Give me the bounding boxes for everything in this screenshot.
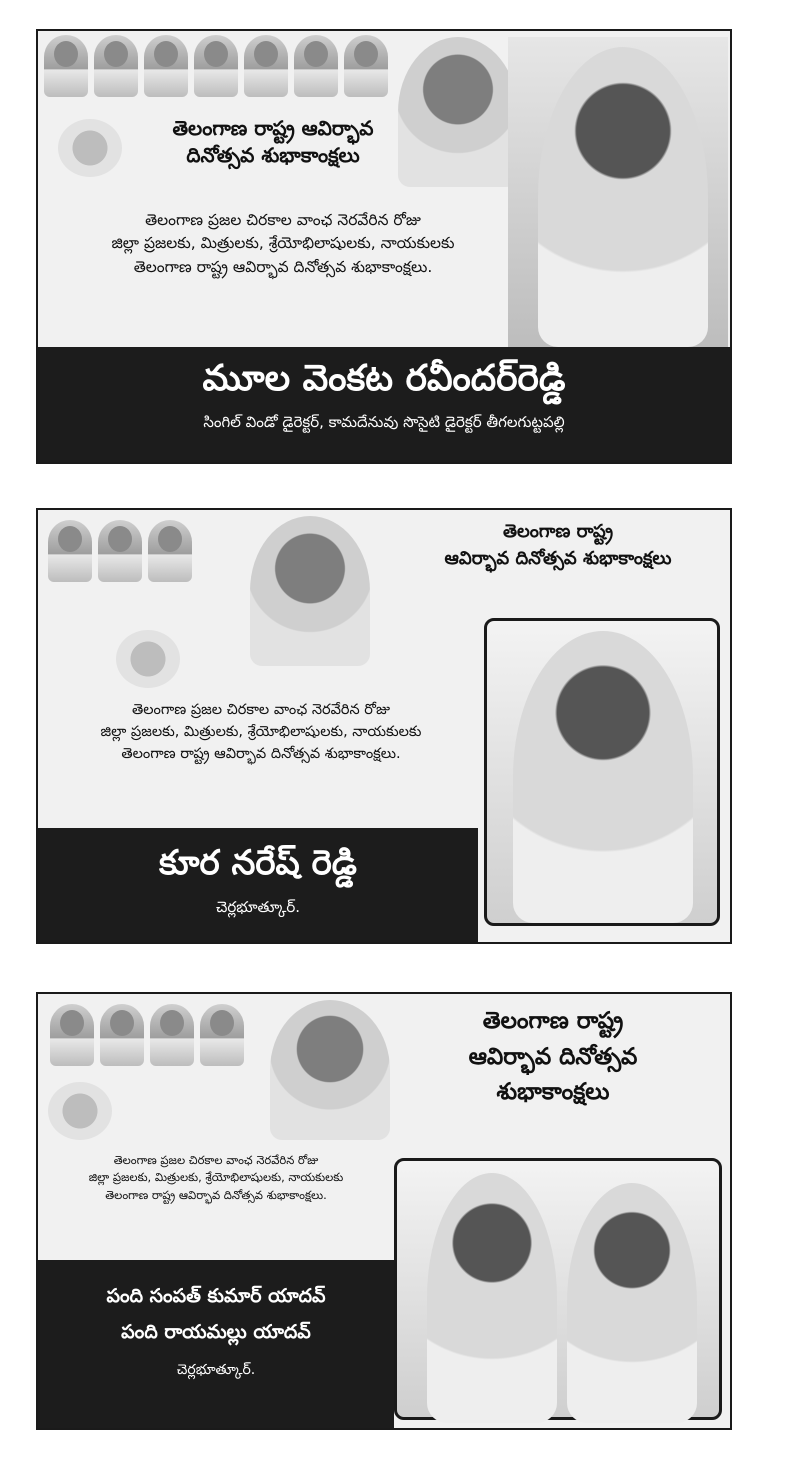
leader-photo	[94, 35, 138, 97]
headline-line: తెలంగాణ రాష్ట్ర ఆవిర్భావ	[172, 116, 374, 140]
leader-photos-row	[44, 35, 388, 97]
headline-line: తెలంగాణ రాష్ట్ర	[482, 1008, 624, 1034]
greeting-ad-3	[36, 992, 732, 1430]
leader-photo	[44, 35, 88, 97]
advertiser-photo	[567, 1183, 697, 1423]
leader-photo	[50, 1004, 94, 1066]
ad-headline	[378, 1004, 728, 1111]
greeting-ad-2	[36, 508, 732, 944]
message-line: తెలంగాణ రాష్ట్ర ఆవిర్భావ దినోత్సవ శుభాకాంక్షలు.	[105, 1187, 327, 1202]
headline-line: దినోత్సవ శుభాకాంక్షలు	[186, 143, 360, 167]
message-line: తెలంగాణ ప్రజల చిరకాల వాంఛ నెరవేరిన రోజు	[145, 211, 421, 229]
advertiser-portrait	[484, 618, 720, 926]
advertiser-place: చెర్లభూత్కూర్.	[215, 898, 301, 916]
name-band	[38, 828, 478, 942]
ad-headline	[118, 115, 428, 169]
leader-photo	[98, 520, 142, 582]
leader-photo	[150, 1004, 194, 1066]
ad-message	[38, 700, 484, 765]
advertiser-name: మూల వెంకట రవీందర్‌రెడ్డి	[202, 358, 566, 399]
leader-portrait-large	[250, 516, 370, 666]
message-line: తెలంగాణ రాష్ట్ర ఆవిర్భావ దినోత్సవ శుభాకాంక్షలు.	[121, 745, 401, 762]
message-line: జిల్లా ప్రజలకు, మిత్రులకు, శ్రేయోభిలాషులకు, నాయకులకు	[111, 234, 455, 253]
advertiser-name: పంది రాయమల్లు యాదవ్	[121, 1321, 311, 1343]
ad-message	[38, 209, 528, 279]
advertiser-place: చెర్లభూత్కూర్.	[176, 1362, 256, 1378]
message-line: తెలంగాణ రాష్ట్ర ఆవిర్భావ దినోత్సవ శుభాకాంక్షలు.	[133, 257, 433, 276]
leader-portrait-large	[270, 1000, 390, 1140]
headline-line: శుభాకాంక్షలు	[496, 1079, 610, 1106]
advertiser-portrait	[508, 37, 728, 347]
advertiser-portrait	[394, 1158, 722, 1420]
advertiser-name: పంది సంపత్ కుమార్ యాదవ్	[106, 1285, 326, 1307]
greeting-ad-1	[36, 29, 732, 464]
name-band	[38, 1260, 394, 1428]
headline-line: తెలంగాణ రాష్ట్ర	[502, 521, 614, 542]
telangana-map-emblem	[58, 119, 122, 177]
leader-photo	[244, 35, 288, 97]
ad-headline	[388, 518, 728, 572]
name-band	[38, 347, 730, 462]
advertiser-photo	[538, 47, 708, 347]
leader-photo	[48, 520, 92, 582]
leader-photos-row	[50, 1004, 244, 1066]
leader-photo	[100, 1004, 144, 1066]
message-line: తెలంగాణ ప్రజల చిరకాల వాంఛ నెరవేరిన రోజు	[113, 1153, 319, 1167]
leader-photo	[194, 35, 238, 97]
advertiser-name: కూర నరేష్ రెడ్డి	[159, 843, 357, 883]
leader-photo	[344, 35, 388, 97]
leader-photo	[294, 35, 338, 97]
leader-photo	[148, 520, 192, 582]
advertiser-photo	[427, 1173, 557, 1423]
advertiser-photo	[513, 631, 693, 923]
leader-photos-row	[48, 520, 192, 582]
telangana-map-emblem	[48, 1082, 112, 1140]
message-line: తెలంగాణ ప్రజల చిరకాల వాంఛ నెరవేరిన రోజు	[132, 702, 390, 718]
message-line: జిల్లా ప్రజలకు, మిత్రులకు, శ్రేయోభిలాషులకు, నాయకులకు	[100, 723, 422, 740]
message-line: జిల్లా ప్రజలకు, మిత్రులకు, శ్రేయోభిలాషులకు, నాయకులకు	[88, 1170, 344, 1185]
leader-photo	[200, 1004, 244, 1066]
leader-photo	[144, 35, 188, 97]
ad-message	[38, 1152, 394, 1204]
headline-line: ఆవిర్భావ దినోత్సవ శుభాకాంక్షలు	[444, 548, 672, 569]
headline-line: ఆవిర్భావ దినోత్సవ	[468, 1043, 638, 1070]
telangana-map-emblem	[116, 630, 180, 688]
advertiser-designation: సింగిల్ విండో డైరెక్టర్, కామదేనువు సొసైటి డైరెక్టర్ తీగలగుట్టపల్లి	[203, 413, 565, 431]
